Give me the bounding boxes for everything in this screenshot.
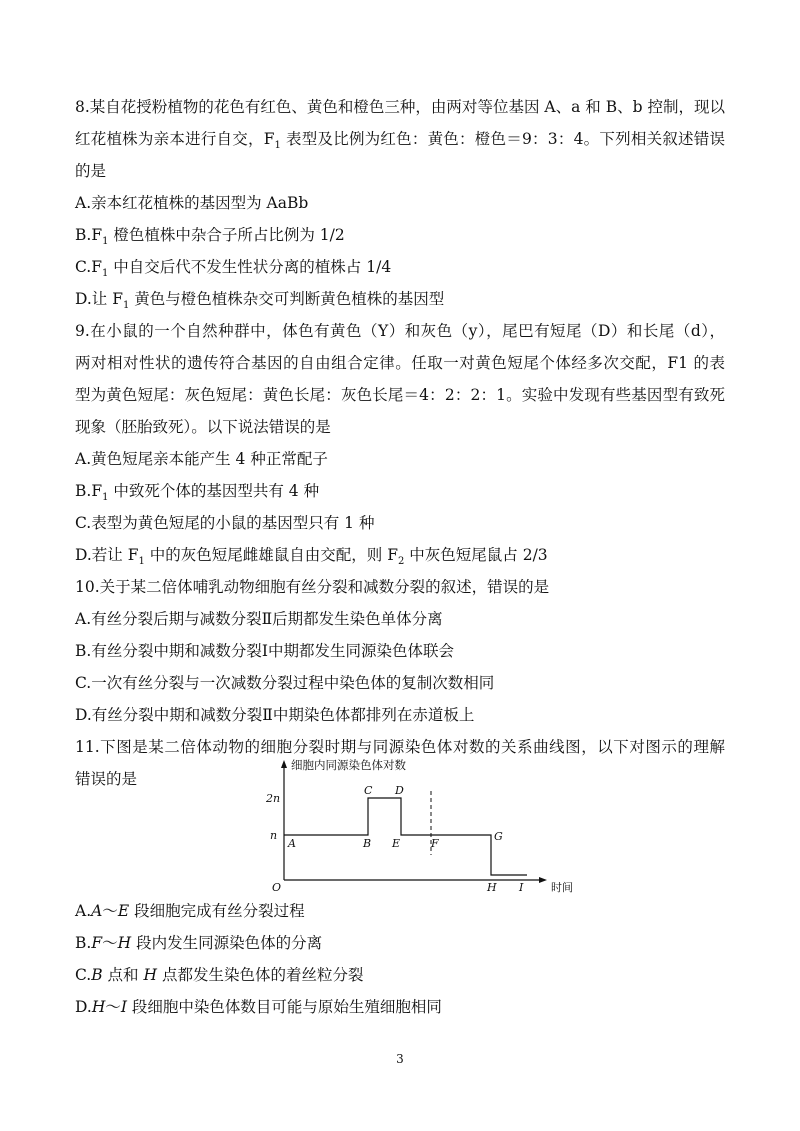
q10-option-c: C.一次有丝分裂与一次减数分裂过程中染色体的复制次数相同 — [75, 674, 495, 692]
origin-label: O — [272, 881, 282, 894]
q9-stem-line-4: 现象（胚胎致死）。以下说法错误的是 — [75, 418, 331, 436]
q10-stem: 10.关于某二倍体哺乳动物细胞有丝分裂和减数分裂的叙述，错误的是 — [75, 578, 550, 596]
q11-option-d: D.H～I 段细胞中染色体数目可能与原始生殖细胞相同 — [75, 998, 442, 1016]
q11-option-a: A.A～E 段细胞完成有丝分裂过程 — [75, 902, 305, 920]
q11-option-b: B.F～H 段内发生同源染色体的分离 — [75, 934, 323, 952]
q10-option-a: A.有丝分裂后期与减数分裂Ⅱ后期都发生染色单体分离 — [75, 610, 443, 628]
q11-stem-line-1: 11.下图是某二倍体动物的细胞分裂时期与同源染色体对数的关系曲线图，以下对图示的理解 — [75, 738, 725, 756]
q8-option-b: $B.F_1$ 橙色植株中杂合子所占比例为 1/2 — [75, 226, 345, 248]
point-i-label: I — [519, 881, 524, 894]
q9-stem-line-3: 型为黄色短尾：灰色短尾：黄色长尾：灰色长尾＝4：2：2：1。实验中发现有些基因型有致死 — [75, 386, 725, 404]
q8-option-c: $C.F_1$ 中自交后代不发生性状分离的植株占 1/4 — [75, 258, 392, 280]
point-b-label: B — [363, 837, 372, 850]
q11-stem-line-2: 错误的是 — [75, 770, 138, 788]
q8-option-a: A.亲本红花植株的基因型为 AaBb — [75, 194, 309, 212]
q11-option-c: C.B 点和 H 点都发生染色体的着丝粒分裂 — [75, 966, 364, 984]
page-number: 3 — [396, 1052, 404, 1066]
x-axis-arrow — [539, 877, 547, 883]
y-axis-arrow — [281, 760, 287, 768]
q8-stem-line-2: 红花植株为亲本进行自交，$F_1$ 表型及比例为红色：黄色：橙色＝9：3：4。下列相关叙述错误 — [75, 130, 725, 152]
y-axis-label: 细胞内同源染色体对数 — [291, 758, 406, 772]
q9-option-a: A.黄色短尾亲本能产生 4 种正常配子 — [75, 450, 328, 468]
q9-stem-line-2: 两对相对性状的遗传符合基因的自由组合定律。任取一对黄色短尾个体经多次交配，F1 的表 — [75, 354, 725, 372]
point-c-label: C — [364, 784, 373, 797]
point-f-label: F — [431, 837, 439, 850]
q10-option-d: D.有丝分裂中期和减数分裂Ⅱ中期染色体都排列在赤道板上 — [75, 706, 475, 724]
point-g-label: G — [494, 830, 503, 843]
q8-option-d: D.让 $F_1$ 黄色与橙色植株杂交可判断黄色植株的基因型 — [75, 290, 445, 312]
x-axis-label: 时间 — [551, 881, 573, 894]
q8-stem-line-1: 8.某自花授粉植物的花色有红色、黄色和橙色三种，由两对等位基因 A、a 和 B、b 控制，现以 — [75, 98, 725, 116]
point-a-label: A — [288, 837, 296, 850]
point-h-label: H — [487, 881, 497, 894]
q9-stem-line-1: 9.在小鼠的一个自然种群中，体色有黄色（Y）和灰色（y），尾巴有短尾（D）和长尾（d）， — [75, 322, 725, 340]
curve-line — [284, 798, 527, 875]
q9-option-b: $B.F_1$ 中致死个体的基因型共有 4 种 — [75, 482, 320, 504]
homologous-pairs-graph — [255, 755, 585, 900]
q9-option-d: D.若让 $F_1$ 中的灰色短尾雌雄鼠自由交配，则 $F_2$ 中灰色短尾鼠占 2/3 — [75, 546, 548, 568]
point-e-label: E — [392, 837, 401, 850]
q10-option-b: B.有丝分裂中期和减数分裂Ⅰ中期都发生同源染色体联会 — [75, 642, 454, 660]
point-d-label: D — [395, 784, 404, 797]
tick-2n: 2n — [266, 792, 281, 805]
tick-n: n — [270, 829, 278, 842]
q9-option-c: C.表型为黄色短尾的小鼠的基因型只有 1 种 — [75, 514, 375, 532]
q8-stem-line-3: 的是 — [75, 162, 107, 180]
